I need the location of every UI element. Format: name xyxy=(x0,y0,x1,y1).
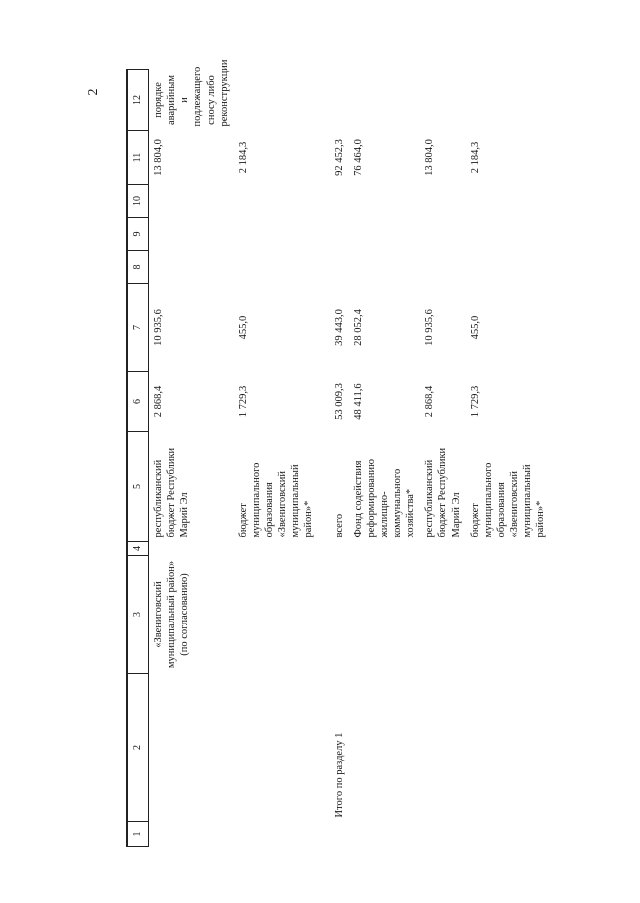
table-cell xyxy=(234,674,319,822)
table-cell: Итого по разделу 1 xyxy=(333,732,345,818)
table-cell xyxy=(420,185,465,218)
table-cell xyxy=(420,251,465,284)
col-header-7: 7 xyxy=(127,284,149,372)
table-cell: 13 804,0 xyxy=(424,139,436,176)
table-cell: 455,0 xyxy=(237,315,249,340)
table-cell xyxy=(234,218,319,251)
table-cell xyxy=(349,251,421,284)
table-cell xyxy=(420,674,465,822)
col-header-8: 8 xyxy=(127,251,149,284)
table-cell xyxy=(349,70,421,131)
rotated-table-container xyxy=(126,59,626,847)
table-cell xyxy=(420,556,465,674)
col-header-6: 6 xyxy=(127,372,149,432)
table-cell: Фонд содействия реформированию жилищно-коммунального хозяйства* xyxy=(352,458,417,538)
table-row xyxy=(234,70,319,847)
table-cell: республиканский бюджет Республики Марий Эл xyxy=(153,447,191,538)
col-header-1: 1 xyxy=(127,822,149,847)
col-header-11: 11 xyxy=(127,131,149,185)
data-table xyxy=(126,59,550,847)
col-header-4: 4 xyxy=(127,542,149,556)
table-cell: 76 464,0 xyxy=(352,139,364,176)
col-header-5: 5 xyxy=(127,432,149,542)
table-cell xyxy=(319,251,349,284)
table-cell: 92 452,3 xyxy=(333,139,345,176)
table-cell xyxy=(319,185,349,218)
table-cell xyxy=(349,542,421,556)
table-cell: 53 009,3 xyxy=(333,383,345,420)
table-cell xyxy=(149,185,234,218)
table-cell xyxy=(420,822,465,847)
table-cell xyxy=(466,218,551,251)
header-row xyxy=(127,70,149,847)
table-cell xyxy=(466,70,551,131)
table-cell: порядке аварийным и подлежащего сносу либо реконструкции xyxy=(153,59,230,127)
table-cell: 39 443,0 xyxy=(333,309,345,346)
table-cell xyxy=(349,556,421,674)
table-cell xyxy=(319,70,349,131)
table-cell: 2 184,3 xyxy=(469,141,481,174)
table-cell xyxy=(149,822,234,847)
table-cell xyxy=(234,185,319,218)
col-header-9: 9 xyxy=(127,218,149,251)
table-cell: 10 935,6 xyxy=(424,309,436,346)
table-cell xyxy=(234,70,319,131)
table-cell xyxy=(466,822,551,847)
table-cell xyxy=(234,822,319,847)
table-cell: 2 868,4 xyxy=(424,385,436,418)
table-row xyxy=(420,70,465,847)
table-cell: 13 804,0 xyxy=(153,139,164,176)
table-cell xyxy=(466,542,551,556)
col-header-10: 10 xyxy=(127,185,149,218)
table-cell xyxy=(319,218,349,251)
table-cell xyxy=(234,556,319,674)
table-cell xyxy=(149,251,234,284)
table-cell xyxy=(420,542,465,556)
table-cell: «Звениговский муниципальный район» (по согласованию) xyxy=(153,560,191,669)
table-cell: 1 729,3 xyxy=(237,385,249,418)
table-cell xyxy=(466,674,551,822)
table-cell: 10 935,6 xyxy=(153,309,164,346)
table-cell xyxy=(234,542,319,556)
table-row xyxy=(349,70,421,847)
table-row xyxy=(149,70,234,847)
table-row xyxy=(466,70,551,847)
col-header-12: 12 xyxy=(127,70,149,131)
table-cell xyxy=(349,218,421,251)
table-cell: 28 052,4 xyxy=(352,309,364,346)
table-cell: 1 729,3 xyxy=(469,385,481,418)
table-row xyxy=(319,70,349,847)
table-cell xyxy=(319,542,349,556)
table-cell: 2 184,3 xyxy=(237,141,249,174)
table-cell xyxy=(349,185,421,218)
table-cell xyxy=(149,542,234,556)
table-cell: бюджет муниципального образования «Звениговский муниципальный район»* xyxy=(237,462,315,538)
table-cell: 48 411,6 xyxy=(352,383,364,420)
table-cell: всего xyxy=(333,513,345,538)
col-header-2: 2 xyxy=(127,674,149,822)
table-cell: бюджет муниципального образования «Звениговский муниципальный район»* xyxy=(469,462,547,538)
table-cell: 455,0 xyxy=(469,315,481,340)
table-cell xyxy=(466,556,551,674)
table-cell xyxy=(234,251,319,284)
table-cell: республиканский бюджет Республики Марий Эл xyxy=(424,447,462,538)
table-cell xyxy=(149,218,234,251)
table-cell xyxy=(466,185,551,218)
table-cell xyxy=(319,556,349,674)
table-cell xyxy=(466,251,551,284)
page-number: 2 xyxy=(86,88,101,96)
table-cell xyxy=(349,674,421,822)
table-cell xyxy=(149,674,234,822)
table-cell xyxy=(420,218,465,251)
table-cell xyxy=(349,822,421,847)
table-cell: 2 868,4 xyxy=(153,385,164,418)
table-cell xyxy=(420,70,465,131)
col-header-3: 3 xyxy=(127,556,149,674)
table-cell xyxy=(319,822,349,847)
